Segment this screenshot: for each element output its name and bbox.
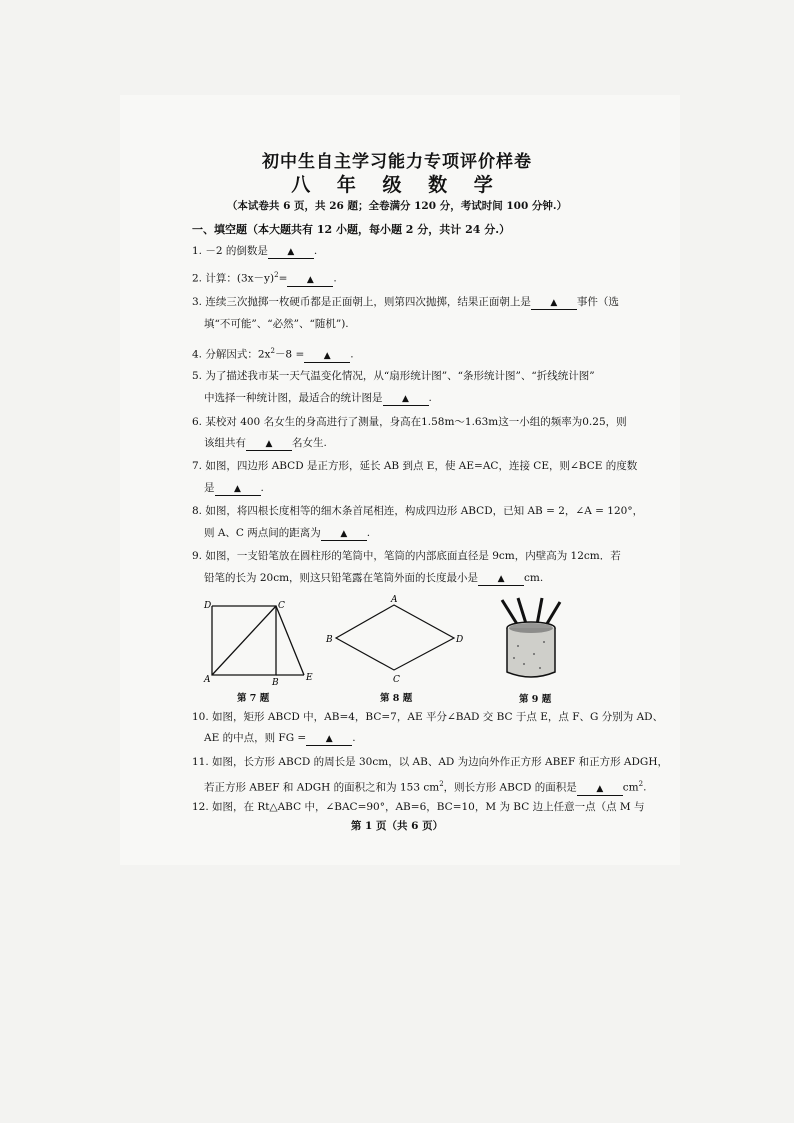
fig7-label-D: D [204,601,212,611]
page-footer: 第 1 页（共 6 页） [350,820,444,832]
question-1: 1. －2 的倒数是 ▲ . [192,245,318,257]
answer-blank-1[interactable]: ▲ [268,246,314,259]
fig8-label-D: D [456,635,464,645]
question-9: 9. 如图，一支铅笔放在圆柱形的笔筒中，笔筒的内部底面直径是 9cm，内壁高为 12cm．若 [192,550,621,562]
fig7-label-C: C [278,601,285,611]
answer-blank-5[interactable]: ▲ [383,393,429,406]
fig7-label-B: B [272,678,279,688]
figure-8-caption: 第 8 题 [380,693,413,704]
question-4: 4. 分解因式：$2x^2-8$ = ▲ . [192,347,354,361]
question-11: 11. 如图，长方形 ABCD 的周长是 30cm，以 AB、AD 为边向外作正方形 ABEF 和正方形 ADGH， [192,756,668,768]
fig8-label-B: B [326,635,333,645]
question-3: 3. 连续三次抛掷一枚硬币都是正面朝上，则第四次抛掷，结果正面朝上是 ▲ 事件（选 [192,296,619,308]
exam-note: （本试卷共 6 页，共 26 题；全卷满分 120 分，考试时间 100 分钟.） [226,200,568,212]
fig8-label-C: C [393,675,400,685]
answer-blank-10[interactable]: ▲ [306,733,352,746]
question-8: 8. 如图，将四根长度相等的细木条首尾相连，构成四边形 ABCD，已知 AB = 2，∠A = 120°， [192,505,644,517]
question-9-line2: 铅笔的长为 20cm，则这只铅笔露在笔筒外面的长度最小是 ▲ cm. [204,572,544,584]
question-3-line2: 填“不可能”、“必然”、“随机”). [204,318,349,330]
question-7-line2: 是 ▲ . [204,482,264,494]
question-7: 7. 如图，四边形 ABCD 是正方形，延长 AB 到点 E，使 AE=AC，连接 CE，则∠BCE 的度数 [192,460,638,472]
fig7-label-A: A [204,675,211,685]
exam-title: 初中生自主学习能力专项评价样卷 [262,152,532,172]
figure-7-caption: 第 7 题 [237,693,270,704]
answer-blank-9[interactable]: ▲ [478,573,524,586]
answer-blank-8[interactable]: ▲ [321,528,367,541]
figure-8-rhombus [322,594,462,686]
question-11-line2: 若正方形 ABEF 和 ADGH 的面积之和为 153 $cm^2$，则长方形 ABCD 的面积是 ▲ $cm^2$. [204,780,647,794]
question-8-line2: 则 A、C 两点间的距离为 ▲ . [204,527,371,539]
answer-blank-6[interactable]: ▲ [246,438,292,451]
answer-blank-11[interactable]: ▲ [577,783,623,796]
question-5: 5. 为了描述我市某一天气温变化情况，从“扇形统计图”、“条形统计图”、“折线统计图” [192,370,595,382]
fig7-label-E: E [306,673,313,683]
figure-9-caption: 第 9 题 [519,694,552,705]
question-12: 12. 如图，在 Rt△ABC 中，∠BAC=90°，AB=6，BC=10，M 为 BC 边上任意一点（点 M 与 [192,801,645,813]
question-10: 10. 如图，矩形 ABCD 中，AB=4，BC=7，AE 平分∠BAD 交 BC 于点 E，点 F、G 分别为 AD、 [192,711,664,723]
answer-blank-7[interactable]: ▲ [215,483,261,496]
question-6-line2: 该组共有 ▲ 名女生. [204,437,327,449]
figure-7-square [198,596,318,686]
exam-subject: 八 年 级 数 学 [291,174,503,196]
answer-blank-2[interactable]: ▲ [287,274,333,287]
answer-blank-3[interactable]: ▲ [531,297,577,310]
question-2: 2. 计算：$(3x-y)^2=$ ▲ . [192,271,337,285]
question-6: 6. 某校对 400 名女生的身高进行了测量，身高在1.58m～1.63m这一小组的频率为0.25，则 [192,416,627,428]
section-heading: 一、填空题（本大题共有 12 小题，每小题 2 分，共计 24 分.） [192,223,511,236]
question-5-line2: 中选择一种统计图，最适合的统计图是 ▲ . [204,392,432,404]
fig8-label-A: A [391,595,398,605]
question-10-line2: AE 的中点，则 FG = ▲ . [204,732,356,744]
figure-9-pencil-cup [494,596,568,686]
answer-blank-4[interactable]: ▲ [304,350,350,363]
